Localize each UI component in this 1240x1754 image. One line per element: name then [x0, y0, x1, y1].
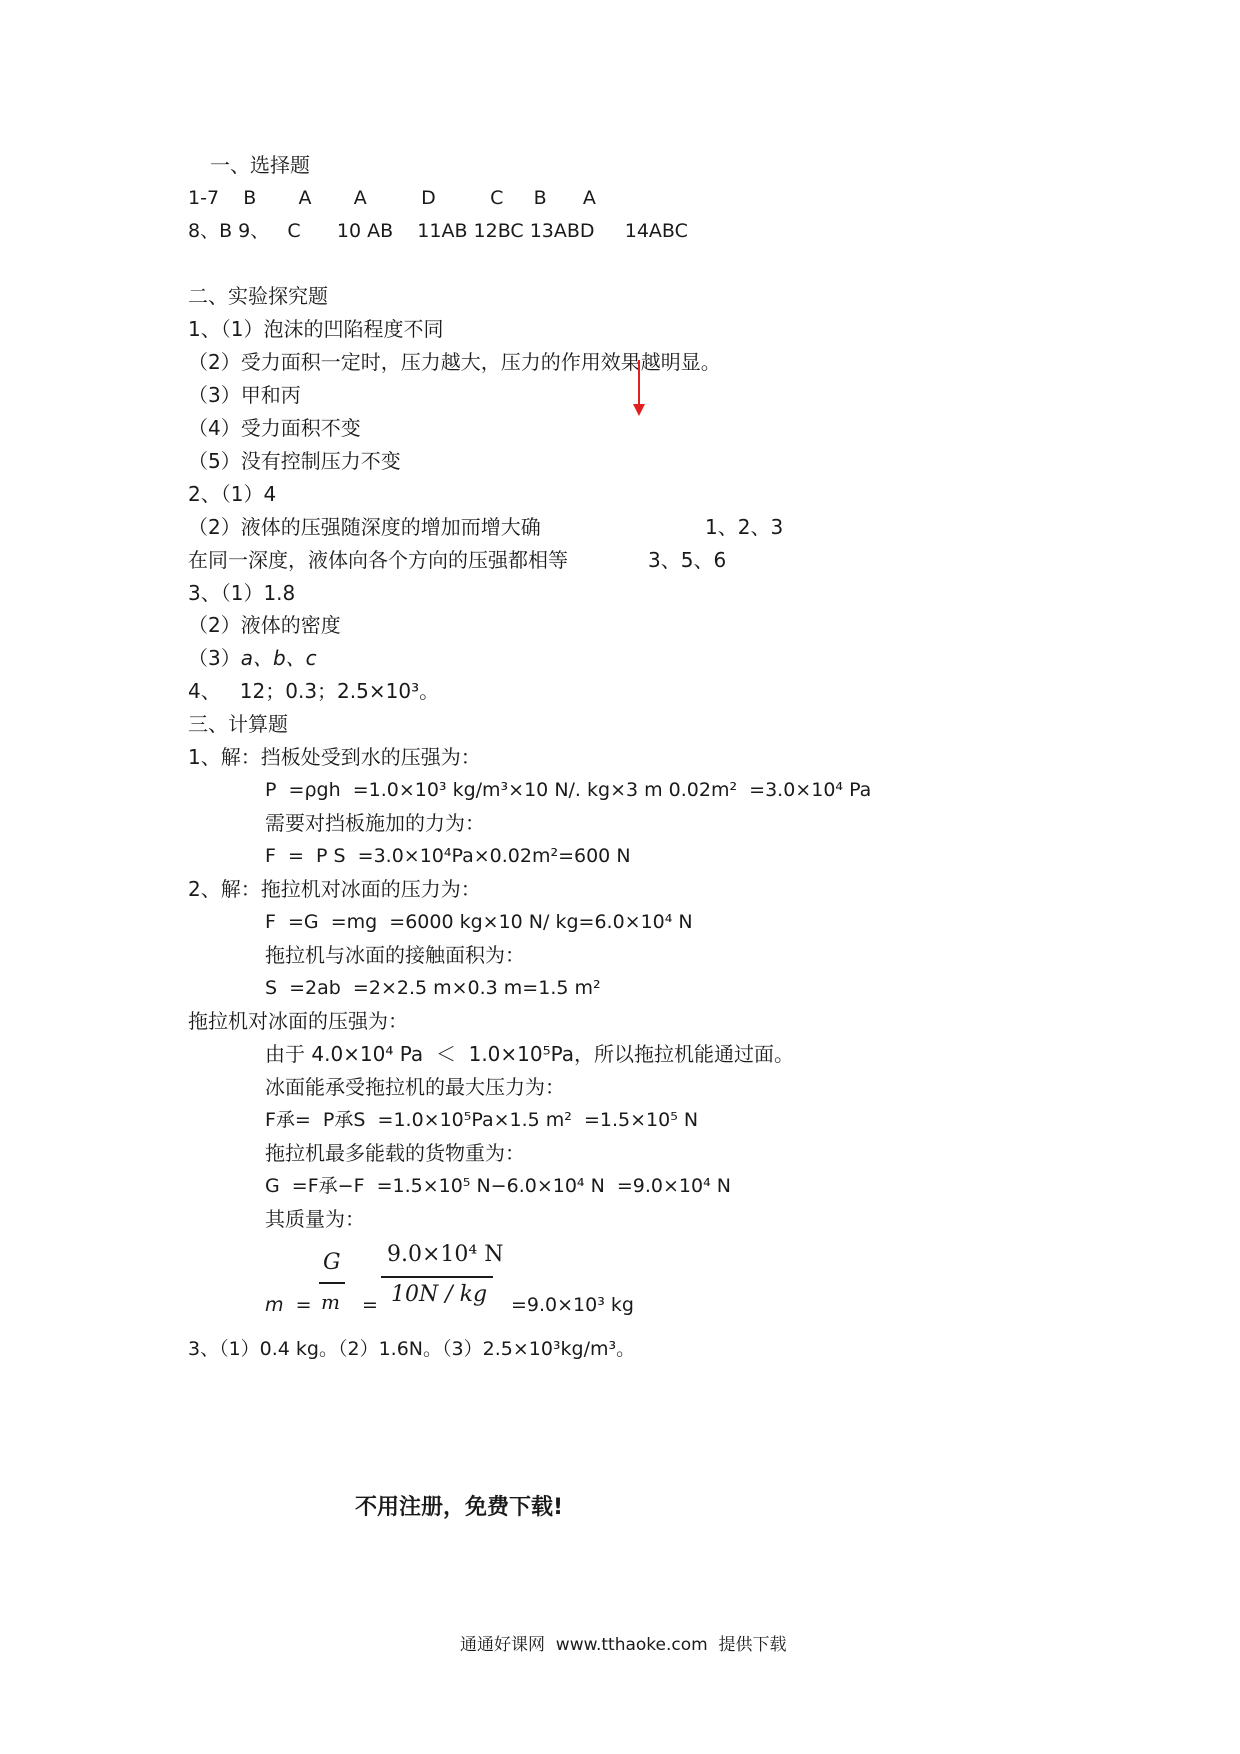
experiment-q2-3: 在同一深度，液体向各个方向的压强都相等 — [188, 548, 568, 572]
fraction-1-denominator: m — [321, 1290, 340, 1314]
fraction-2-numerator: 9.0×10⁴ N — [387, 1242, 504, 1267]
calc-2-text-6: 拖拉机最多能载的货物重为： — [265, 1141, 525, 1165]
calc-2-formula-3: F承= P承S =1.0×10⁵Pa×1.5 m² =1.5×10⁵ N — [265, 1109, 699, 1131]
red-arrow-head — [633, 404, 645, 416]
calc-2-text-3: 拖拉机对冰面的压强为： — [188, 1009, 408, 1033]
calc-2-text-7: 其质量为： — [265, 1207, 365, 1231]
experiment-q3-3-vars: a、b、c — [240, 646, 317, 670]
fraction-1-bar — [319, 1282, 345, 1284]
calc-1-intro: 1、解：挡板处受到水的压强为： — [188, 745, 481, 769]
choice-answers-row-2: 8、B 9、 C 10 AB 11AB 12BC 13ABD 14ABC — [188, 220, 688, 242]
calc-1-formula-2: F = P S =3.0×10⁴Pa×0.02m²=600 N — [265, 845, 631, 867]
section-calc-title: 三、计算题 — [188, 712, 288, 736]
fraction-result: =9.0×10³ kg — [511, 1294, 634, 1316]
fraction-2-bar — [381, 1276, 493, 1278]
fraction-equals: = — [362, 1294, 378, 1316]
calc-2-formula-2: S =2ab =2×2.5 m×0.3 m=1.5 m² — [265, 977, 601, 999]
fraction-2-denominator: 10N / kg — [391, 1282, 488, 1307]
experiment-q1-4: （4）受力面积不变 — [188, 416, 361, 440]
experiment-q3-3 — [188, 645, 317, 671]
experiment-q1-1: 1、（1）泡沫的凹陷程度不同 — [188, 317, 444, 341]
calc-1-formula-1: P =ρgh =1.0×10³ kg/m³×10 N/. kg×3 m 0.02m² =3.0×10⁴ Pa — [265, 779, 872, 801]
section-choice-title: 一、选择题 — [210, 153, 310, 177]
experiment-q1-2: （2）受力面积一定时，压力越大，压力的作用效果越明显。 — [188, 350, 721, 374]
calc-2-formula-1: F =G =mg =6000 kg×10 N/ kg=6.0×10⁴ N — [265, 911, 693, 933]
calc-3-answer: 3、（1）0.4 kg。（2）1.6N。（3）2.5×10³kg/m³。 — [188, 1338, 636, 1360]
choice-answers-row-1: 1-7 B A A D C B A — [188, 187, 596, 209]
experiment-q2-3-items: 3、5、6 — [648, 548, 727, 572]
section-experiment-title: 二、实验探究题 — [188, 284, 328, 308]
experiment-q3-2: （2）液体的密度 — [188, 613, 341, 637]
mass-fraction-formula — [265, 1238, 825, 1328]
experiment-q2-2-items: 1、2、3 — [705, 515, 784, 539]
calc-2-intro: 2、解：拖拉机对冰面的压力为： — [188, 877, 481, 901]
calc-2-formula-4: G =F承−F =1.5×10⁵ N−6.0×10⁴ N =9.0×10⁴ N — [265, 1175, 731, 1197]
experiment-q4: 4、 12；0.3；2.5×10³。 — [188, 679, 440, 703]
red-arrow-annotation — [631, 360, 647, 420]
fraction-lhs: m = — [265, 1294, 312, 1316]
calc-2-text-4: 由于 4.0×10⁴ Pa ＜ 1.0×10⁵Pa，所以拖拉机能通过面。 — [265, 1042, 795, 1066]
promo-text: 不用注册，免费下载! — [355, 1495, 564, 1520]
experiment-q3-3-prefix: （3） — [188, 646, 241, 670]
experiment-q3-1: 3、（1）1.8 — [188, 581, 296, 605]
calc-2-text-5: 冰面能承受拖拉机的最大压力为： — [265, 1075, 565, 1099]
calc-2-text-2: 拖拉机与冰面的接触面积为： — [265, 943, 525, 967]
experiment-q1-3: （3）甲和丙 — [188, 383, 301, 407]
experiment-q2-2: （2）液体的压强随深度的增加而增大确 — [188, 515, 541, 539]
footer-source: 通通好课网 www.tthaoke.com 提供下载 — [460, 1635, 787, 1655]
calc-1-text-2: 需要对挡板施加的力为： — [265, 811, 485, 835]
fraction-1-numerator: G — [323, 1250, 341, 1275]
experiment-q2-1: 2、（1）4 — [188, 482, 277, 506]
experiment-q1-5: （5）没有控制压力不变 — [188, 449, 401, 473]
